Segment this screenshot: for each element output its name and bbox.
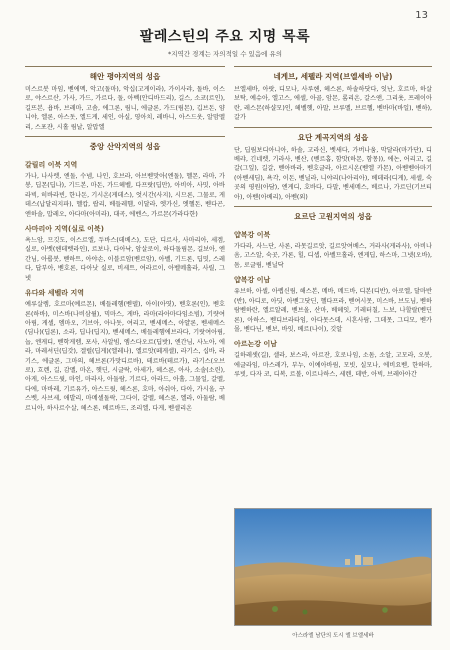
subsection-heading-north-jabbok: 얍복강 이북 [234, 231, 271, 240]
subsection-heading-south-jabbok: 얍복강 이남 [234, 276, 271, 285]
page-number: 13 [415, 10, 428, 21]
galilee-towns-text: 가나, 나사렛, 엔돌, 수넴, 나인, 호브라, 아브벧맛아(엔돌), 헬몬, 라마, 가봉, 딥몬(딥나), 기드본, 마돈, 가드헤벨, 다프랏(딥만), 아비아, 사밋, 아바라빅, 히바라빈, 한나돈, 기시온(게데스), 엇시간(사지), 시므론, 그물로, 게데스(납달리지파), 헬캅, 랍리, 베들레헴, 이달라, 엣가신, 엣헬돈, 벧다곤, 엔하솔, 맙레오, 아다마(아미라), 대곡, 에벤스, 가르몬(가라다한) [25, 173, 225, 218]
page-subtitle: *지역간 경계는 자의적일 수 있음에 유의 [167, 50, 283, 58]
jordan-valley-towns-text: 단, 딥림보디아니아, 하솔, 고라신, 벳새다, 가버나움, 막달라(마가단), 디베랴, 긴네렛, 기라사, 벧산, (벧르홉, 함맛(하몬, 함몽)), 에논, 어리고, 길갈(그잎), 길갈, 벧아바라, 벧호글라, 아르시온(벧엘 카몬), 아벧벧아마기(아벧세딤), 욕각, 이돈, 벧닐라, 니야리(나아리아), 베데라(디게), 세셀, 숙곳의 평원(아담), 엔게디, 호바다, 다말, 벧세메스, 베르나, 가르딘(기브티아), 아벧(아베리), 아벧(외) [234, 146, 432, 201]
section-heading-coastal: 해안 평야지역의 성읍 [25, 66, 225, 85]
section-heading-jordan-highlands: 요르단 고원지역의 성읍 [234, 206, 432, 225]
left-column [25, 66, 225, 413]
subsection-heading-samaria: 사마리아 지역(실로 이북) [25, 225, 104, 234]
right-column [234, 66, 432, 380]
section-heading-central: 중앙 산악지역의 성읍 [25, 136, 225, 155]
samaria-towns-text: 욕느암, 므깃도, 이스르엘, 두바스(데베스), 도단, 디르사, 사마리아, 세겜, 실로, 아벳(헨데벳라인), 르보나, 다아낙, 암살로이, 하다돌림몬, 길보아, 엔간님, 아룹봇, 벧하트, 아야손, 이블르암(벧르암), 아벨, 기드론, 딥밋, 스레다, 답부아, 벧호론, 다아낫 실로, 비세트, 여라르이, 아벨메홀라, 사릴, 그넷 [25, 237, 225, 282]
section-heading-jordan-valley: 요단 계곡지역의 성읍 [234, 127, 432, 146]
south-arnon-towns-text: 길하레셋(길), 셀라, 보스라, 아르잔, 호로나임, 소돔, 소알, 고모라, 오봇, 에글라임, 마스레가, 부누, 이예아바림, 모빗, 실모나, 에비요벧, 한하마, 루빗, 다자 코, 디복, 르볼, 이르나하스, 세렌, 데반, 아빅, 브레아아간 [234, 352, 432, 379]
section-heading-negev: 네게브, 세펠라 지역(브엘세바 이남) [234, 66, 432, 85]
page-title: 팔레스틴의 주요 지명 목록 [139, 29, 311, 45]
subsection-heading-judah: 유다와 세벨라 지역 [25, 289, 84, 298]
coastal-towns-text: 미스르봇 마임, 벧에멕, 악고(돌마), 악십(고게이라), 가이사랴, 돌바, 이스로, 야스르산, 가사, 가드, 가르다, 돌, 아벡(안디바드리), 길스, 소코(르인), 길뜨본, 욥바, 브레마, 고솜, 에그론, 림니, 에글론, 가드(림몬), 깁브돈, 얌니야, 엘론, 아스돗, 엘드게, 세인, 아실, 영아치, 레바니, 아스드웃, 알맘멜리, 스포쟌, 시홀 림날, 알맙엘 [25, 86, 225, 131]
subsection-heading-south-arnon: 아르논강 이남 [234, 340, 278, 349]
judah-towns-text: 예루살렘, 호르마(예르몬), 베들레헴(벧델), 아이(아엿), 벧호론(인), 벧호론(하바), 미스바(나비삼윌), 믹마스, 게바, 라마(라아마다임소빔), 기럇여아림, 게셀, 엠마오, 기브아, 아나돗, 여리고, 벧세메스, 아얄론, 벧세메스(딤나)(딥론), 소라, 딥나(딥지), 벧세메스, 베들레헴에브라다, 기랏여아림, 눕, 엔게디, 벧학게렘, 포사, 사알빔, 엠스다오르(딥밧), 엔간님, 사노아, 에라, 마레셔딘(딥갓), 겔럴(딥게)(엘레나), 엘르앗(떼게셀), 라기스, 십바, 라기스, 에글론, 그마의, 헤브론(가맛디르바), 테르바(테르가), 라기스(오브로), 흐렌, 길, 감멜, 마온, 헷딘, 시글락, 아세가, 헤스론, 아사, 소솔(소린), 아게, 아스드윗, 마인, 마라사, 아둘람, 기르다, 아라드, 아홀, 그물일, 갈멜, 다에, 마바레, 기르유가, 아스드윗, 헤스론, 호마, 아쉬아, 다아, 가시올, 구스벳, 사브세, 애발리, 마메셀돌락, 그다이, 갈멜, 헤스론, 엘라, 아둘람, 베르니아, 하사르수살, 헤스론, 베르바드, 조리엘, 다게, 벧셀리온 [25, 301, 225, 412]
landscape-photo-icon [234, 508, 432, 626]
photo-caption: 아스라엘 남단의 도시 엘 브엘세바 [292, 633, 374, 639]
subsection-heading-galilee: 갈릴리 이북 지역 [25, 161, 78, 170]
negev-towns-text: 브엘세바, 아랏, 디모나, 사루헨, 헤스론, 하솔하닷다, 잇난, 호르마, 하살보탁, 예슈아, 엘고스, 에셀, 아골, 암몬, 롬리온, 갈스앤, 그리욧, 프레이아란, 레스몬(하샬모)인, 헤벨헷, 아말, 브루멜, 브르헬, 벧바마(바일), 벧하), 갈가 [234, 86, 432, 122]
south-jabbok-towns-text: 유브하, 아셀, 아렙신림, 해스본, 메바, 메드바, 디본(디반), 아로엘, 달마반(반), 아디로, 아딧, 아벧그닷딘, 헬다프라, 벧여시못, 미스바, 브도님, 벧하람벧하란, 엘르알레, 벧브올, 산마, 베헤잇, 기레터칠, 느보, 나할랄(벧딘론), 아하스, 벧디브라타임, 아다못스데, 시혼사람, 그데못, 그디모, 벧가몰, 벧다닌, 벧보, 바잇, 베르(나이), 깃알 [234, 288, 432, 333]
north-jabbok-towns-text: 가다라, 사느단, 사론, 라못길르앗, 길르앗여베스, 거라사(게라사), 아비나옴, 고스알, 숙곳, 가론, 힐, 디셉, 아벨므홀라, 엔게딥, 하스마, 그넷(오바), 돔, 로글림, 벧닐닥 [234, 243, 432, 269]
